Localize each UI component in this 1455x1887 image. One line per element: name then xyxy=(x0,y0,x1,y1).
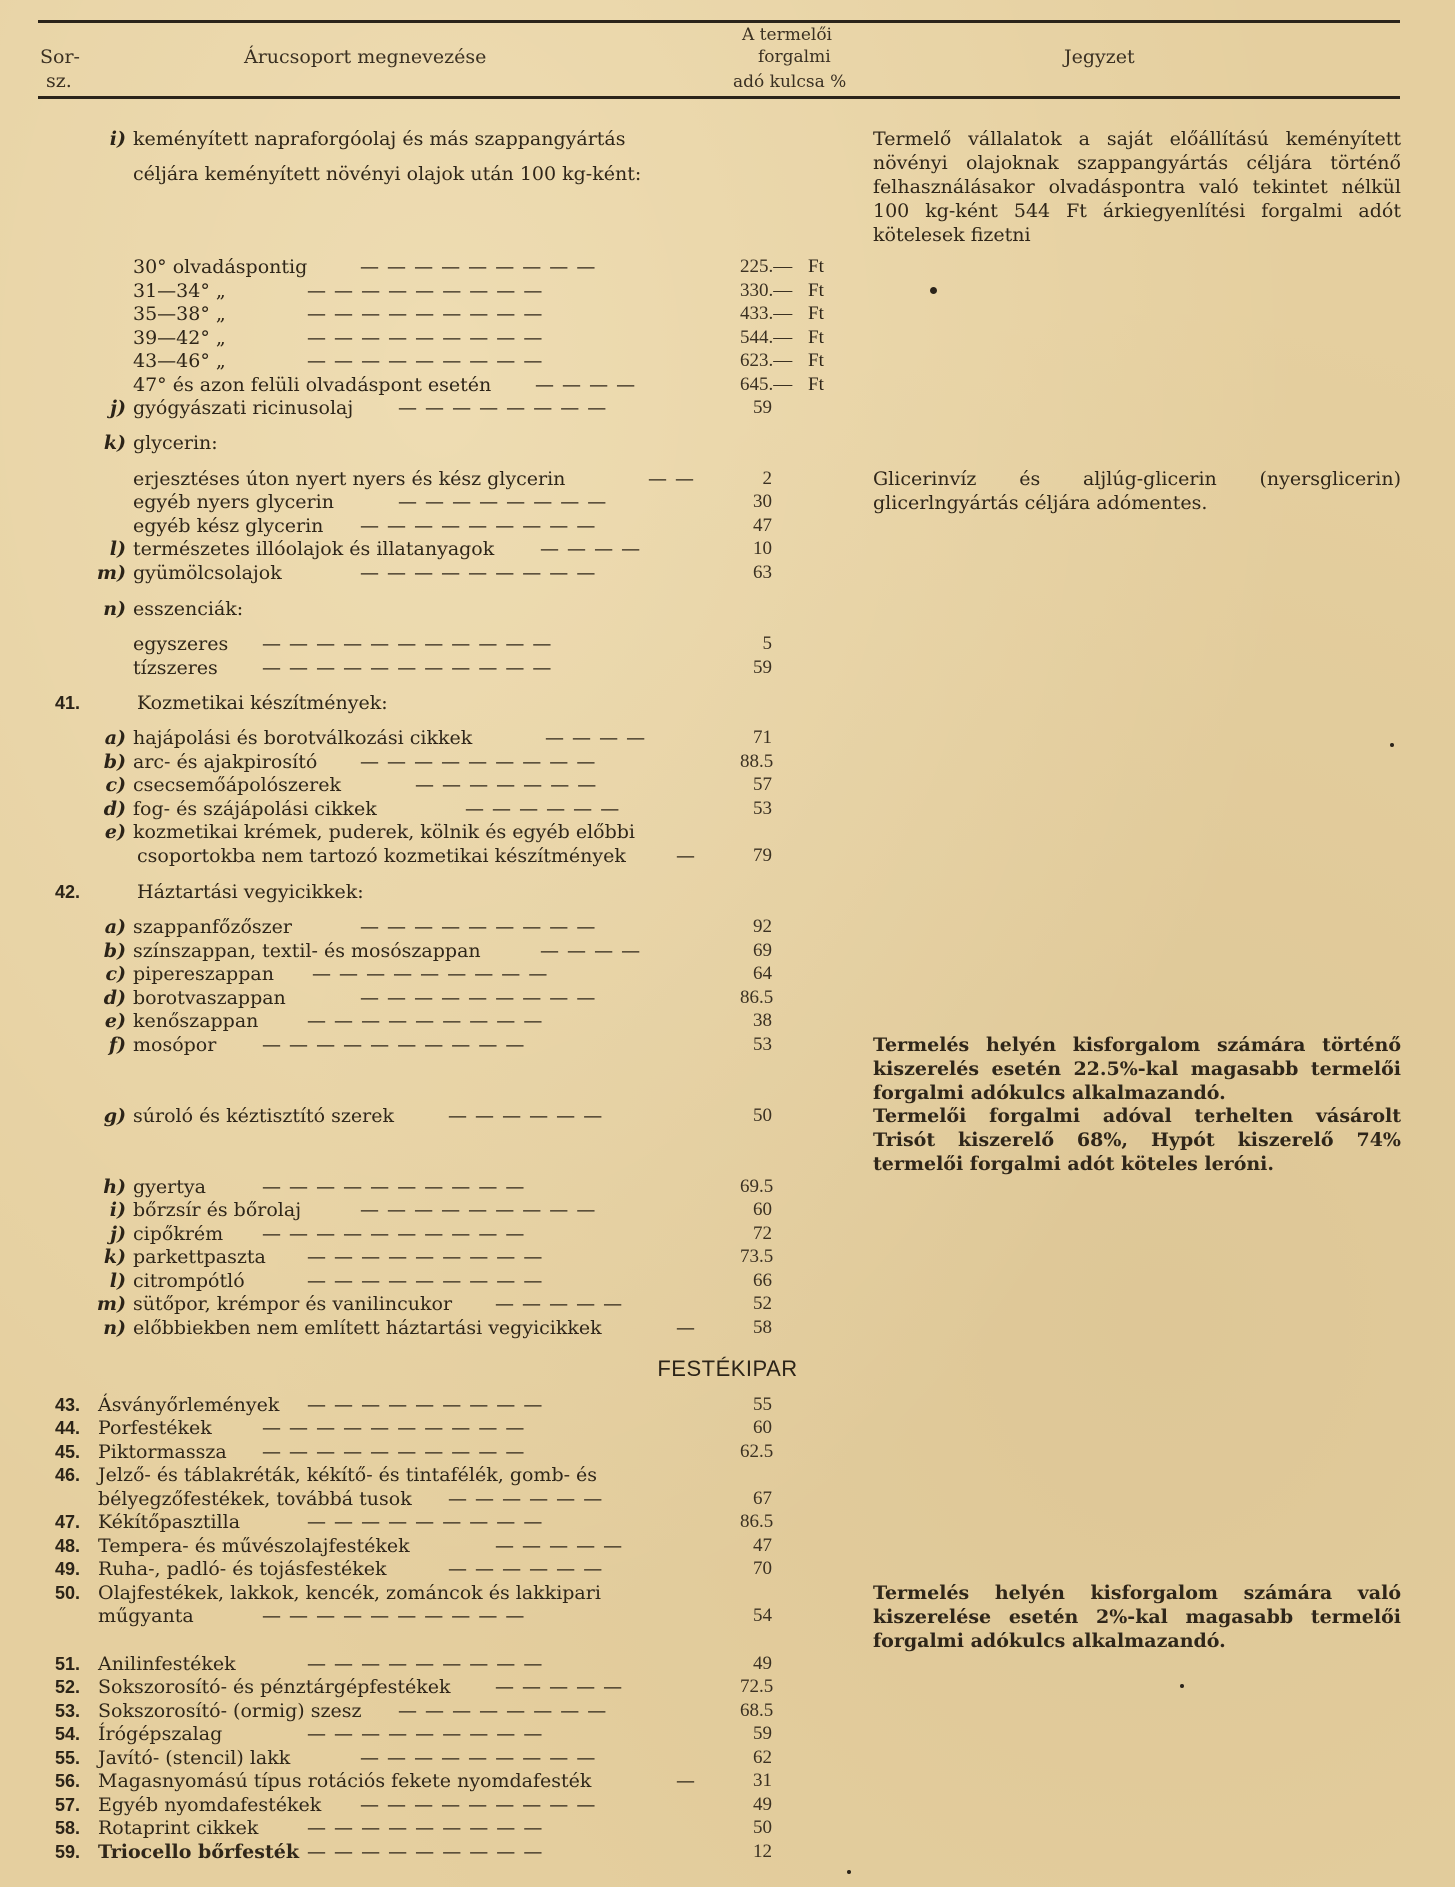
leader-dashes: — — — — — — — — — xyxy=(360,1199,597,1221)
row-unit: Ft xyxy=(808,256,824,277)
row-label: egyéb nyers glycerin xyxy=(133,491,334,513)
row-rate: 30 xyxy=(753,491,772,512)
row-number: 48. xyxy=(54,1536,80,1556)
row-label: mosópor xyxy=(133,1034,217,1056)
row-n-elobbiekben xyxy=(0,1316,1455,1340)
row-rate: 71 xyxy=(753,727,772,748)
row-letter: d) xyxy=(103,987,126,1009)
row-label: 47° és azon felüli olvadáspont esetén xyxy=(133,374,492,396)
row-label: gyümölcsolajok xyxy=(133,562,282,584)
row-j-ricinusolaj xyxy=(0,396,1455,420)
row-olvadaspont-43-46 xyxy=(0,349,1455,373)
ink-speck xyxy=(847,1870,851,1874)
row-rate: 10 xyxy=(753,538,772,559)
leader-dashes: — — — — — — — — — xyxy=(360,987,597,1009)
leader-dashes: — xyxy=(676,845,696,867)
row-l-illoolajok xyxy=(0,537,1455,561)
row-label: gyertya xyxy=(133,1176,206,1198)
row-letter: g) xyxy=(103,1105,126,1127)
row-label: egyszeres xyxy=(133,633,229,655)
row-label: Porfestékek xyxy=(98,1417,212,1439)
row-number: 43. xyxy=(54,1395,80,1415)
row-label: szappanfőzőszer xyxy=(133,916,292,938)
leader-dashes: — — — — — — — — — xyxy=(312,963,549,985)
row-rate: 60 xyxy=(753,1199,772,1220)
leader-dashes: — — — — — — — — — xyxy=(360,751,597,773)
leader-dashes: — — — — — xyxy=(495,1535,624,1557)
ink-speck xyxy=(1180,1684,1184,1688)
row-letter: j) xyxy=(110,397,126,419)
row-unit: Ft xyxy=(808,303,824,324)
row-letter: d) xyxy=(103,798,126,820)
row-number: 57. xyxy=(54,1795,80,1815)
row-letter: e) xyxy=(104,1010,126,1032)
row-label: citrompótló xyxy=(133,1270,245,1292)
row-tizszeres xyxy=(0,656,1455,680)
row-letter: b) xyxy=(103,940,126,962)
row-letter: h) xyxy=(103,1176,126,1198)
row-rate: 433.— xyxy=(740,303,793,324)
row-label: Rotaprint cikkek xyxy=(98,1817,259,1839)
row-h-gyertya xyxy=(0,1175,1455,1199)
header-rate-2: forgalmi xyxy=(758,47,831,67)
row-rate: 47 xyxy=(753,515,772,536)
leader-dashes: — — — — — — — — — xyxy=(307,1010,544,1032)
row-letter: m) xyxy=(96,562,126,584)
row-n-esszenciak xyxy=(0,597,1455,621)
row-letter: n) xyxy=(103,598,126,620)
note-mosopor-kiszereles: Termelés helyén kisforgalom számára történő kiszerelés esetén 22.5%-kal magasabb termelői forgalmi adókulcs alkalmazandó. xyxy=(873,1034,1401,1104)
leader-dashes: — — — — xyxy=(540,940,642,962)
header-item-name: Árucsoport megnevezése xyxy=(244,46,487,68)
row-unit: Ft xyxy=(808,327,824,348)
header-rate-3: adó kulcsa % xyxy=(733,72,847,92)
header-rate-1: A termelői xyxy=(742,25,832,45)
row-55 xyxy=(0,1746,1455,1770)
row-unit: Ft xyxy=(808,350,824,371)
row-rate: 86.5 xyxy=(740,987,774,1008)
leader-dashes: — — — — — — — — — — xyxy=(262,1176,526,1198)
header-note: Jegyzet xyxy=(1064,46,1135,68)
row-rate: 57 xyxy=(753,774,772,795)
top-rule xyxy=(38,20,1400,23)
leader-dashes: — — — — — — — — — xyxy=(307,1511,544,1533)
row-rate: 53 xyxy=(753,1034,772,1055)
row-rate: 68.5 xyxy=(740,1700,774,1721)
row-letter: k) xyxy=(103,1246,126,1268)
row-label: céljára keményített növényi olajok után 100 kg-ként: xyxy=(133,163,642,185)
row-olvadaspont-47 xyxy=(0,373,1455,397)
row-rate: 73.5 xyxy=(740,1246,774,1267)
row-rate: 2 xyxy=(762,468,772,489)
row-olvadaspont-35-38 xyxy=(0,302,1455,326)
leader-dashes: — — — — — — — — — xyxy=(360,1794,597,1816)
row-rate: 72.5 xyxy=(740,1676,774,1697)
leader-dashes: — — — — — — — — — xyxy=(307,280,544,302)
leader-dashes: — xyxy=(676,1770,696,1792)
row-label: műgyanta xyxy=(98,1605,194,1627)
row-label: parkettpaszta xyxy=(133,1246,266,1268)
row-k-parkettpaszta xyxy=(0,1245,1455,1269)
leader-dashes: — — — — — — — — — xyxy=(360,1747,597,1769)
row-label: 31—34° „ xyxy=(133,280,226,302)
row-rate: 12 xyxy=(753,1841,772,1862)
row-letter: e) xyxy=(104,821,126,843)
leader-dashes: — — — — — — — — — xyxy=(307,1841,544,1863)
row-e-kenoszappan xyxy=(0,1009,1455,1033)
row-label: előbbiekben nem említett háztartási vegyicikkek xyxy=(133,1317,602,1339)
note-triso-hypo: Termelői forgalmi adóval terhelten vásárolt Trisót kiszerelő 68%, Hypót kiszerelő 74% termelői forgalmi adót köteles leróni. xyxy=(873,1105,1401,1175)
row-letter: b) xyxy=(103,751,126,773)
row-label: csoportokba nem tartozó kozmetikai készítmények xyxy=(137,845,626,867)
row-52 xyxy=(0,1675,1455,1699)
row-letter: f) xyxy=(108,1034,126,1056)
row-rate: 64 xyxy=(753,963,772,984)
row-number: 42. xyxy=(54,882,80,902)
row-label: Ásványőrlemények xyxy=(98,1394,280,1416)
leader-dashes: — — — — — — — — — xyxy=(307,1394,544,1416)
row-46 xyxy=(0,1463,1455,1487)
row-label: 35—38° „ xyxy=(133,303,226,325)
row-label: pipereszappan xyxy=(133,963,274,985)
row-label: sütőpor, krémpor és vanilincukor xyxy=(133,1293,453,1315)
row-label: Írógépszalag xyxy=(98,1723,223,1745)
row-number: 47. xyxy=(54,1512,80,1532)
row-rate: 55 xyxy=(753,1394,772,1415)
leader-dashes: — — — — — — — — — — — xyxy=(262,657,553,679)
row-label: kozmetikai krémek, puderek, kölnik és egyéb előbbi xyxy=(133,821,635,843)
row-label: Triocello bőrfesték xyxy=(98,1841,299,1863)
row-43 xyxy=(0,1393,1455,1417)
leader-dashes: — — — — — — — — xyxy=(398,397,608,419)
row-label: esszenciák: xyxy=(133,598,244,620)
leader-dashes: — — — — — — — — — xyxy=(360,256,597,278)
note-kemenyitett-olajok: Termelő vállalatok a saját előállítású keményített növényi olajoknak szappangyártás céljára történő felhasználásakor olvadáspontra való tekintet nélkül 100 kg-ként 544 Ft árkiegyenlítési forgalmi adót kötelesek fizetni xyxy=(873,128,1401,246)
row-rate: 79 xyxy=(753,845,772,866)
row-label: színszappan, textil- és mosószappan xyxy=(133,940,481,962)
row-rate: 49 xyxy=(753,1794,772,1815)
row-rate: 63 xyxy=(753,562,772,583)
leader-dashes: — — — — xyxy=(540,538,642,560)
row-label: bőrzsír és bőrolaj xyxy=(133,1199,302,1221)
row-letter: l) xyxy=(109,1270,126,1292)
row-label: cipőkrém xyxy=(133,1223,224,1245)
row-b-arcpirosito xyxy=(0,750,1455,774)
leader-dashes: — — — — — — — — — xyxy=(307,1270,544,1292)
row-olvadaspont-39-42 xyxy=(0,326,1455,350)
row-d-fogapolasi xyxy=(0,797,1455,821)
row-letter: l) xyxy=(109,538,126,560)
row-rate: 5 xyxy=(762,633,772,654)
leader-dashes: — — — — — — — — — xyxy=(307,350,544,372)
leader-dashes: — xyxy=(676,1317,696,1339)
row-letter: c) xyxy=(105,963,126,985)
row-57 xyxy=(0,1793,1455,1817)
row-number: 41. xyxy=(54,693,80,713)
row-label: 43—46° „ xyxy=(133,350,226,372)
row-rate: 50 xyxy=(753,1105,772,1126)
row-egyszeres xyxy=(0,632,1455,656)
leader-dashes: — — — — — — — — — xyxy=(307,1817,544,1839)
row-label: keményített napraforgóolaj és más szappangyártás xyxy=(133,128,626,150)
row-number: 56. xyxy=(54,1771,80,1791)
row-label: bélyegzőfestékek, továbbá tusok xyxy=(98,1488,412,1510)
row-label: arc- és ajakpirosító xyxy=(133,751,318,773)
row-rate: 72 xyxy=(753,1223,772,1244)
row-51 xyxy=(0,1652,1455,1676)
row-label: természetes illóolajok és illatanyagok xyxy=(133,538,495,560)
row-letter: n) xyxy=(103,1317,126,1339)
row-number: 46. xyxy=(54,1465,80,1485)
row-number: 54. xyxy=(54,1724,80,1744)
row-l-citrompotlo xyxy=(0,1269,1455,1293)
row-m-sutopor xyxy=(0,1292,1455,1316)
row-rate: 645.— xyxy=(740,374,793,395)
row-label: Kékítőpasztilla xyxy=(98,1511,241,1533)
row-44 xyxy=(0,1416,1455,1440)
row-rate: 70 xyxy=(753,1558,772,1579)
ink-speck xyxy=(1390,743,1394,747)
row-59 xyxy=(0,1840,1455,1864)
row-number: 49. xyxy=(54,1559,80,1579)
header-rule xyxy=(38,96,1400,99)
row-number: 45. xyxy=(54,1442,80,1462)
leader-dashes: — — — — — xyxy=(495,1293,624,1315)
row-label: 39—42° „ xyxy=(133,327,226,349)
row-rate: 60 xyxy=(753,1417,772,1438)
row-label: Sokszorosító- (ormig) szesz xyxy=(98,1700,362,1722)
leader-dashes: — — — — — — — — — xyxy=(307,1246,544,1268)
row-letter: m) xyxy=(96,1293,126,1315)
row-label: erjesztéses úton nyert nyers és kész glycerin xyxy=(133,468,566,490)
row-rate: 69 xyxy=(753,940,772,961)
header-sorsz: Sor- xyxy=(40,46,80,68)
row-label: Jelző- és táblakréták, kékítő- és tintafélék, gomb- és xyxy=(98,1464,598,1486)
row-rate: 225.— xyxy=(740,256,793,277)
leader-dashes: — — xyxy=(648,468,696,490)
row-rate: 49 xyxy=(753,1653,772,1674)
row-rate: 59 xyxy=(753,397,772,418)
row-d-borotvaszappan xyxy=(0,986,1455,1010)
row-letter: k) xyxy=(103,432,126,454)
row-49 xyxy=(0,1557,1455,1581)
row-42-haztartasi xyxy=(0,880,1455,904)
row-label: Javító- (stencil) lakk xyxy=(98,1747,291,1769)
row-label: Tempera- és művészolajfestékek xyxy=(98,1535,410,1557)
row-41-kozmetikai xyxy=(0,691,1455,715)
row-continuation xyxy=(0,844,1455,868)
row-number: 59. xyxy=(54,1842,80,1862)
row-rate: 54 xyxy=(753,1605,772,1626)
row-47 xyxy=(0,1510,1455,1534)
row-rate: 88.5 xyxy=(740,751,774,772)
row-number: 53. xyxy=(54,1701,80,1721)
row-rate: 53 xyxy=(753,798,772,819)
row-rate: 86.5 xyxy=(740,1511,774,1532)
row-number: 51. xyxy=(54,1654,80,1674)
row-rate: 59 xyxy=(753,657,772,678)
row-label: Egyéb nyomdafestékek xyxy=(98,1794,322,1816)
row-continuation xyxy=(0,1487,1455,1511)
leader-dashes: — — — — — — — xyxy=(415,774,598,796)
row-rate: 62.5 xyxy=(740,1441,774,1462)
leader-dashes: — — — — — — xyxy=(465,798,621,820)
row-rate: 62 xyxy=(753,1747,772,1768)
row-label: Anilinfestékek xyxy=(98,1653,236,1675)
row-rate: 50 xyxy=(753,1817,772,1838)
leader-dashes: — — — — — — — — — — xyxy=(262,1441,526,1463)
note-olajfestekek-kiszereles: Termelés helyén kisforgalom számára való kiszerelése esetén 2%-kal magasabb termelői forgalmi adókulcs alkalmazandó. xyxy=(873,1582,1401,1652)
row-letter: j) xyxy=(110,1223,126,1245)
row-b-szinszappan xyxy=(0,939,1455,963)
row-label: Kozmetikai készítmények: xyxy=(137,692,388,714)
leader-dashes: — — — — — — — — — xyxy=(307,1653,544,1675)
leader-dashes: — — — — — — — — — xyxy=(307,327,544,349)
row-number: 58. xyxy=(54,1818,80,1838)
row-label: fog- és szájápolási cikkek xyxy=(133,798,377,820)
row-rate: 623.— xyxy=(740,350,793,371)
row-k-glycerin xyxy=(0,431,1455,455)
row-label: Ruha-, padló- és tojásfestékek xyxy=(98,1558,387,1580)
row-label: súroló és kéztisztító szerek xyxy=(133,1105,395,1127)
row-letter: a) xyxy=(104,727,126,749)
leader-dashes: — — — — — — xyxy=(448,1488,604,1510)
leader-dashes: — — — — — — — — — xyxy=(360,515,597,537)
row-rate: 92 xyxy=(753,916,772,937)
row-e-kozmetikai-kremek xyxy=(0,820,1455,844)
row-j-cipokrem xyxy=(0,1222,1455,1246)
row-rate: 69.5 xyxy=(740,1176,774,1197)
row-48 xyxy=(0,1534,1455,1558)
leader-dashes: — — — — — — — — — — xyxy=(262,1034,526,1056)
row-label: tízszeres xyxy=(133,657,218,679)
row-label: borotvaszappan xyxy=(133,987,286,1009)
row-label: 30° olvadáspontig xyxy=(133,256,308,278)
row-label: Háztartási vegyicikkek: xyxy=(137,881,364,903)
leader-dashes: — — — — — — xyxy=(448,1105,604,1127)
row-label: egyéb kész glycerin xyxy=(133,515,324,537)
row-c-csecsemoapolo xyxy=(0,773,1455,797)
row-label: Sokszorosító- és pénztárgépfestékek xyxy=(98,1676,451,1698)
row-a-szappanfozoszer xyxy=(0,915,1455,939)
row-unit: Ft xyxy=(808,374,824,395)
row-m-gyumolcsolajok xyxy=(0,561,1455,585)
row-label: gyógyászati ricinusolaj xyxy=(133,397,354,419)
row-number: 55. xyxy=(54,1748,80,1768)
leader-dashes: — — — — xyxy=(545,727,647,749)
row-56 xyxy=(0,1769,1455,1793)
note-glicerinviz: Glicerinvíz és aljlúg-glicerin (nyersglicerin) glicerlngyártás céljára adómentes. xyxy=(873,468,1401,514)
leader-dashes: — — — — — — — — — xyxy=(307,303,544,325)
row-number: 50. xyxy=(54,1583,80,1603)
row-letter: i) xyxy=(109,128,126,150)
row-45 xyxy=(0,1440,1455,1464)
row-label: glycerin: xyxy=(133,432,218,454)
row-i-borzsir xyxy=(0,1198,1455,1222)
row-label: Olajfestékek, lakkok, kencék, zománcok és lakkipari xyxy=(98,1582,601,1604)
row-number: 44. xyxy=(54,1418,80,1438)
leader-dashes: — — — — xyxy=(535,374,637,396)
row-58 xyxy=(0,1816,1455,1840)
row-rate: 67 xyxy=(753,1488,772,1509)
row-label: hajápolási és borotválkozási cikkek xyxy=(133,727,473,749)
leader-dashes: — — — — — — — — — xyxy=(307,1723,544,1745)
row-letter: c) xyxy=(105,774,126,796)
section-title: FESTÉKIPAR xyxy=(657,1356,798,1381)
row-olvadaspont-31-34 xyxy=(0,279,1455,303)
row-rate: 38 xyxy=(753,1010,772,1031)
row-rate: 52 xyxy=(753,1293,772,1314)
leader-dashes: — — — — — — — — xyxy=(398,491,608,513)
leader-dashes: — — — — — — xyxy=(448,1558,604,1580)
row-letter: a) xyxy=(104,916,126,938)
row-rate: 330.— xyxy=(740,280,793,301)
leader-dashes: — — — — — — — — — xyxy=(360,562,597,584)
row-a-hajapolasi xyxy=(0,726,1455,750)
row-rate: 58 xyxy=(753,1317,772,1338)
row-olvadaspont-30 xyxy=(0,255,1455,279)
row-label: Piktormassza xyxy=(98,1441,227,1463)
row-rate: 544.— xyxy=(740,327,793,348)
leader-dashes: — — — — — — — — — — xyxy=(262,1605,526,1627)
leader-dashes: — — — — — — — — — — xyxy=(262,1417,526,1439)
row-label: csecsemőápolószerek xyxy=(133,774,342,796)
row-glycerin-kesz xyxy=(0,514,1455,538)
row-label: Magasnyomású típus rotációs fekete nyomdafesték xyxy=(98,1770,592,1792)
leader-dashes: — — — — — — — — — — — xyxy=(262,633,553,655)
row-53 xyxy=(0,1699,1455,1723)
header-sorsz-2: sz. xyxy=(46,70,72,92)
leader-dashes: — — — — — — — — xyxy=(398,1700,608,1722)
row-letter: i) xyxy=(109,1199,126,1221)
row-54 xyxy=(0,1722,1455,1746)
row-unit: Ft xyxy=(808,280,824,301)
row-rate: 66 xyxy=(753,1270,772,1291)
row-rate: 59 xyxy=(753,1723,772,1744)
row-label: kenőszappan xyxy=(133,1010,259,1032)
leader-dashes: — — — — — — — — — xyxy=(360,916,597,938)
leader-dashes: — — — — — xyxy=(495,1676,624,1698)
ink-speck xyxy=(930,287,937,294)
leader-dashes: — — — — — — — — — — xyxy=(262,1223,526,1245)
row-number: 52. xyxy=(54,1677,80,1697)
row-rate: 47 xyxy=(753,1535,772,1556)
row-c-pipereszappan xyxy=(0,962,1455,986)
row-rate: 31 xyxy=(753,1770,772,1791)
